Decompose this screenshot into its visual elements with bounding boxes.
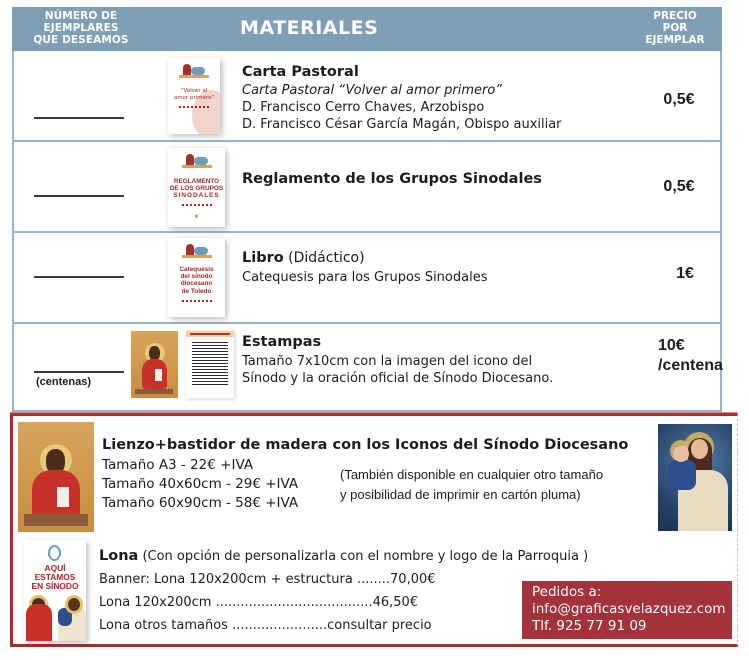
header-quantity-line: QUE DESEAMOS xyxy=(33,34,129,46)
lona-image-text-line: ESTAMOS xyxy=(34,572,76,582)
lienzo-size-a3: Tamaño A3 - 22€ +IVA xyxy=(102,457,254,473)
order-email-link[interactable]: info@graficasvelazquez.com xyxy=(532,601,726,617)
libro-cover-image xyxy=(168,238,225,317)
carta-pastoral-cover-image xyxy=(168,58,220,134)
order-contact-box xyxy=(522,581,732,639)
synod-logo-icon xyxy=(179,64,209,78)
quantity-blank-field[interactable] xyxy=(34,276,124,278)
item-price xyxy=(658,336,723,376)
cover-title xyxy=(168,178,225,200)
item-price-value: 10€ xyxy=(658,337,685,354)
item-price: 0,5€ xyxy=(663,178,695,195)
lienzo-size-40x60: Tamaño 40x60cm - 29€ +IVA xyxy=(102,476,299,492)
location-pin-icon xyxy=(48,545,61,561)
cover-title xyxy=(168,266,225,295)
item-price-unit: /centena xyxy=(658,357,723,374)
header-price xyxy=(640,10,710,46)
order-phone: Tlf. 925 77 91 09 xyxy=(532,618,647,634)
order-label: Pedidos a: xyxy=(532,584,602,600)
cover-title-line: REGLAMENTO xyxy=(173,178,220,185)
header-price-line: POR xyxy=(662,22,688,34)
header-materials: MATERIALES xyxy=(240,17,379,39)
cover-divider xyxy=(182,300,212,302)
item-subtitle-text: Carta Pastoral “Volver al amor primero” xyxy=(242,83,503,98)
cover-title-line: SINODALES xyxy=(173,192,220,200)
synod-logo-icon xyxy=(182,244,212,258)
reglamento-cover-image xyxy=(168,148,225,227)
lienzo-note-line: y posibilidad de imprimir en cartón pluma) xyxy=(340,487,581,502)
item-price: 0,5€ xyxy=(663,91,695,108)
cover-title-line: diocesano xyxy=(180,280,213,288)
header-price-line: EJEMPLAR xyxy=(645,34,705,46)
item-description: Catequesis para los Grupos Sinodales xyxy=(242,270,488,285)
item-author-1: D. Francisco Cerro Chaves, Arzobispo xyxy=(242,100,485,115)
quantity-blank-field[interactable] xyxy=(34,195,124,197)
table-row-libro xyxy=(14,233,720,324)
quantity-blank-field[interactable] xyxy=(34,117,124,119)
lona-banner-image xyxy=(24,540,86,641)
lona-title-line xyxy=(99,546,588,568)
quantity-unit-note: (centenas) xyxy=(36,376,92,388)
lienzo-icon-image xyxy=(18,422,94,532)
item-author-2: D. Francisco César García Magán, Obispo auxiliar xyxy=(242,117,562,132)
virgin-and-child-image xyxy=(658,424,732,531)
quantity-blank-field[interactable] xyxy=(34,371,124,373)
toledo-logo-icon: ⚜ xyxy=(194,214,199,220)
cover-title-line: “Volver al xyxy=(180,88,208,94)
table-row-carta-pastoral xyxy=(14,51,720,142)
header-quantity-line: NÚMERO DE xyxy=(44,10,118,22)
item-title: Libro xyxy=(242,250,284,266)
item-title-line xyxy=(242,250,365,267)
synod-logo-icon xyxy=(182,154,212,168)
cover-title xyxy=(168,88,220,102)
cover-title-line: de Toledo xyxy=(181,287,212,295)
table-row-estampas xyxy=(14,324,723,412)
lona-title: Lona xyxy=(99,548,139,564)
lienzo-size-60x90: Tamaño 60x90cm - 58€ +IVA xyxy=(102,495,299,511)
header-quantity xyxy=(26,10,136,46)
estampa-prayer-image xyxy=(186,331,234,398)
item-title-suffix: (Didáctico) xyxy=(283,250,365,266)
lona-price-banner: Banner: Lona 120x200cm + estructura ........70,00€ xyxy=(99,572,436,587)
item-title: Reglamento de los Grupos Sinodales xyxy=(242,171,542,187)
lona-image-text-line: AQUÍ xyxy=(44,563,66,573)
lienzo-title: Lienzo+bastidor de madera con los Iconos del Sínodo Diocesano xyxy=(102,437,629,453)
table-header xyxy=(12,7,722,51)
table-body xyxy=(12,51,722,412)
item-subtitle xyxy=(242,82,502,99)
cover-divider xyxy=(179,106,209,108)
header-quantity-line: EJEMPLARES xyxy=(43,22,119,34)
cover-divider xyxy=(182,204,212,206)
lona-image-text xyxy=(24,564,86,591)
lienzo-note xyxy=(340,465,603,505)
cover-title-line: del sínodo xyxy=(180,273,213,281)
table-row-reglamento xyxy=(14,142,720,233)
lona-image-text-line: EN SÍNODO xyxy=(31,581,79,591)
header-price-line: PRECIO xyxy=(653,10,697,22)
cover-title-line: DE LOS GRUPOS xyxy=(169,185,224,193)
cover-title-line: Catequesis xyxy=(179,266,214,273)
cover-title-line: amor primero” xyxy=(173,95,215,102)
item-title: Estampas xyxy=(242,334,322,350)
item-description-line-1: Tamaño 7x10cm con la imagen del icono del xyxy=(242,354,533,369)
lienzo-note-line: (También disponible en cualquier otro tamaño xyxy=(340,467,604,482)
materials-table xyxy=(12,7,722,412)
estampa-icon-image xyxy=(131,331,178,398)
lona-price-120x200: Lona 120x200cm ......................................46,50€ xyxy=(99,595,419,610)
item-description-line-2: Sínodo y la oración oficial de Sínodo Diocesano. xyxy=(242,371,554,386)
lona-title-note: (Con opción de personalizarla con el nombre y logo de la Parroquia ) xyxy=(138,549,589,564)
item-price: 1€ xyxy=(676,265,694,282)
lona-price-other: Lona otros tamaños .......................consultar precio xyxy=(99,618,432,633)
item-title: Carta Pastoral xyxy=(242,64,359,80)
